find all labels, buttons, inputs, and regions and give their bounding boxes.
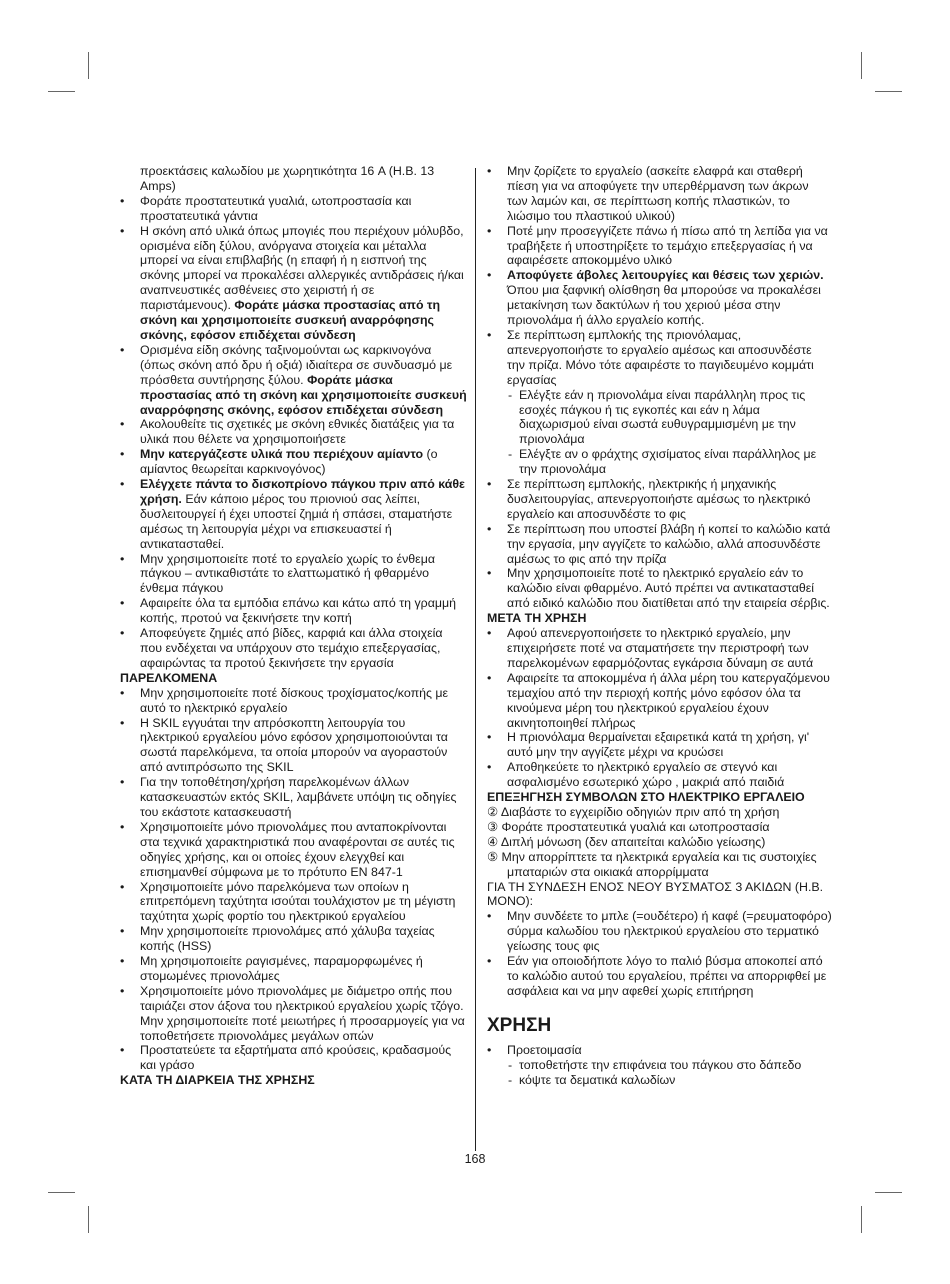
paragraph xyxy=(120,164,467,194)
body-text: ③ Φοράτε προστατευτικά γυαλιά και ωτοπροστασία xyxy=(487,819,770,834)
body-text: Αποφεύγετε ζημιές από βίδες, καρφιά και άλλα στοιχεία που ενδέχεται να υπάρχουν στο τεμάχιο επεξεργασίας, αφαιρώντας τα προτού ξεκινήσετε την εργασία xyxy=(140,626,443,670)
body-text: Ορισμένα είδη σκόνης ταξινομούνται ως καρκινογόνα (όπως σκόνη από δρυ ή οξιά) ιδιαίτερα σε συνδυασμό με πρόσθετα συντήρησης ξύλου. xyxy=(140,342,453,387)
column-divider xyxy=(475,168,476,1151)
sub-item xyxy=(487,388,832,448)
body-text: Μην χρησιμοποιείτε πριονολάμες από χάλυβα ταχείας κοπής (HSS) xyxy=(140,924,435,954)
body-text: Προετοιμασία xyxy=(507,1042,582,1057)
bullet-item xyxy=(487,522,832,567)
body-text: Ποτέ μην προσεγγίζετε πάνω ή πίσω από τη λεπίδα για να τραβήξετε ή υποστηρίξετε το τεμάχιο επεξεργασίας ή να αφαιρέσετε αποκομμένο υλικό xyxy=(507,223,828,268)
bullet-item xyxy=(120,775,467,820)
body-text: Μην ζορίζετε το εργαλείο (ασκείτε ελαφρά και σταθερή πίεση για να αποφύγετε την υπερθέρμανση των άκρων των λαμών και, σε περίπτωση κοπής πλαστικών, το λιώσιμο του πλαστικού υλικού) xyxy=(507,164,809,223)
body-text: ΠΑΡΕΛΚΟΜΕΝΑ xyxy=(120,670,218,685)
body-text: (ο αμίαντος θεωρείται καρκινογόνος) xyxy=(140,447,438,477)
body-text: Αφαιρείτε όλα τα εμπόδια επάνω και κάτω από τη γραμμή κοπής, προτού να ξεκινήσετε την κοπή xyxy=(140,596,457,626)
body-text: ΜΕΤΑ ΤΗ ΧΡΗΣΗ xyxy=(487,611,587,626)
symbol-item xyxy=(487,820,832,835)
body-text: Η SKIL εγγυάται την απρόσκοπτη λειτουργία του ηλεκτρικού εργαλείου μόνο εφόσον χρησιμοποιούνται τα σωστά παρελκόμενα, τα οποία μπορούν να αγοραστούν από αντιπρόσωπο της SKIL xyxy=(140,715,448,775)
bullet-item xyxy=(487,909,832,954)
body-text: Ακολουθείτε τις σχετικές με σκόνη εθνικές διατάξεις για τα υλικά που θέλετε να χρησιμοποιήσετε xyxy=(140,417,455,447)
body-text: Η σκόνη από υλικά όπως μπογιές που περιέχουν μόλυβδο, ορισμένα είδη ξύλου, ανόργανα στοιχεία και μέταλλα μπορεί να είναι επιβλαβής (η επαφή ή η εισπνοή της σκόνης μπορεί να προκαλέσει αλλεργικές αντιδράσεις ή/και αναπνευστικές ασθένειες στο χειριστή ή σε παριστάμενους). xyxy=(140,223,464,313)
bullet-item xyxy=(120,552,467,597)
bullet-item xyxy=(120,716,467,776)
body-text: Σε περίπτωση που υποστεί βλάβη ή κοπεί το καλώδιο κατά την εργασία, μην αγγίζετε το καλώδιο, αλλά αποσυνδέστε αμέσως το φις από την πρίζα xyxy=(507,521,831,566)
crop-mark xyxy=(875,1192,902,1193)
section-heading xyxy=(487,790,832,805)
paragraph xyxy=(487,880,832,910)
bullet-item xyxy=(120,343,467,418)
crop-mark xyxy=(875,91,902,92)
body-text: Χρησιμοποιείτε μόνο πριονολάμες που ανταποκρίνονται στα τεχνικά χαρακτηριστικά που αναφέρονται σε αυτές τις οδηγίες χρήσης, και οι οποίες έχουν ελεγχθεί και επισημανθεί σύμφωνα με το πρότυπο EN 847-1 xyxy=(140,819,455,879)
body-text: κόψτε τα δεματικά καλωδίων xyxy=(519,1072,676,1087)
bullet-item xyxy=(487,954,832,999)
emphasis-text: Ελέγχετε πάντα το δισκοπρίονο πάγκου πριν από κάθε χρήση. xyxy=(140,477,465,506)
body-text: Χρησιμοποιείτε μόνο παρελκόμενα των οποίων η επιτρεπόμενη ταχύτητα ισούται τουλάχιστον με τη μέγιστη ταχύτητα χωρίς φορτίο του ηλεκτρικού εργαλείου xyxy=(140,879,456,924)
body-text: τοποθετήστε την επιφάνεια του πάγκου στο δάπεδο xyxy=(519,1057,802,1072)
body-text: ΧΡΗΣΗ xyxy=(487,1014,552,1036)
body-text: Προστατεύετε τα εξαρτήματα από κρούσεις, κραδασμούς και γράσο xyxy=(140,1043,452,1073)
sub-item xyxy=(487,1058,832,1073)
bullet-item xyxy=(487,268,832,328)
bullet-item xyxy=(487,164,832,224)
body-text: προεκτάσεις καλωδίου με χωρητικότητα 16 A (Η.Β. 13 Amps) xyxy=(140,164,435,193)
body-text: Μην χρησιμοποιείτε ποτέ το εργαλείο χωρίς το ένθεμα πάγκου – αντικαθιστάτε το ελαττωματικό ή φθαρμένο ένθεμα πάγκου xyxy=(140,551,435,596)
bullet-item xyxy=(487,477,832,522)
right-column xyxy=(487,164,832,1087)
body-text: ④ Διπλή μόνωση (δεν απαιτείται καλώδιο γείωσης) xyxy=(487,834,766,849)
bullet-item xyxy=(120,1043,467,1073)
crop-mark xyxy=(861,1206,862,1233)
bullet-item xyxy=(120,924,467,954)
bullet-item xyxy=(120,194,467,224)
crop-mark xyxy=(48,91,75,92)
body-text: Η πριονόλαμα θερμαίνεται εξαιρετικά κατά τη χρήση, γι' αυτό μην την αγγίζετε μέχρι να κρυώσει xyxy=(507,730,810,760)
bullet-item xyxy=(120,954,467,984)
page-number: 168 xyxy=(464,1152,486,1166)
symbol-item xyxy=(487,835,832,850)
body-text: Εάν για οποιοδήποτε λόγο το παλιό βύσμα αποκοπεί από το καλώδιο αυτού του εργαλείου, πρέπει να απορριφθεί με ασφάλεια και να μην αφεθεί χωρίς επιτήρηση xyxy=(507,954,827,998)
body-text: ΓΙΑ ΤΗ ΣΥΝΔΕΣΗ ΕΝΟΣ ΝΕΟΥ ΒΥΣΜΑΤΟΣ 3 ΑΚΙΔΩΝ (Η.Β. ΜΟΝΟ): xyxy=(487,879,824,909)
bullet-item xyxy=(487,224,832,269)
section-heading xyxy=(120,671,467,686)
body-text: ΕΠΕΞΗΓΗΣΗ ΣΥΜΒΟΛΩΝ ΣΤΟ ΗΛΕΚΤΡΙΚΟ ΕΡΓΑΛΕΙΟ xyxy=(487,790,805,805)
body-text: ⑤ Μην απορρίπτετε τα ηλεκτρικά εργαλεία και τις συστοιχίες μπαταριών στα οικιακά απορρίμματα xyxy=(487,849,817,879)
sub-item xyxy=(487,447,832,477)
body-text: Εάν κάποιο μέρος του πριονιού σας λείπει, δυσλειτουργεί ή έχει υποστεί ζημιά ή σπάσει, σταματήστε αμέσως τη λειτουργία μέχρι να επισκευαστεί ή αντικατασταθεί. xyxy=(140,491,453,551)
crop-mark xyxy=(88,52,89,79)
symbol-item xyxy=(487,805,832,820)
crop-mark xyxy=(48,1192,75,1193)
body-text: Χρησιμοποιείτε μόνο πριονολάμες με διάμετρο οπής που ταιριάζει στον άξονα του ηλεκτρικού εργαλείου χωρίς τζόγο. Μην χρησιμοποιείτε ποτέ μειωτήρες ή προσαρμογείς για να τοποθετήσετε πριονολάμες μεγάλων οπών xyxy=(140,983,465,1043)
emphasis-text: Φοράτε μάσκα προστασίας από τη σκόνη και χρησιμοποιείτε συσκευή αναρρόφησης σκόνης, εφόσον επιδέχεται σύνδεση xyxy=(140,298,441,342)
chapter-heading xyxy=(487,1015,832,1037)
body-text: Φοράτε προστατευτικά γυαλιά, ωτοπροστασία και προστατευτικά γάντια xyxy=(140,193,412,223)
body-text: Μην χρησιμοποιείτε ποτέ δίσκους τροχίσματος/κοπής με αυτό το ηλεκτρικό εργαλείο xyxy=(140,685,449,715)
bullet-item xyxy=(487,328,832,388)
body-text: Μην χρησιμοποιείτε ποτέ το ηλεκτρικό εργαλείο εάν το καλώδιο είναι φθαρμένο. Αυτό πρέπει να αντικατασταθεί από ειδικό καλώδιο που διατίθεται από την εταιρεία σέρβις. xyxy=(507,566,830,611)
body-text: Σε περίπτωση εμπλοκής της πριονόλαμας, απενεργοποιήστε το εργαλείο αμέσως και αποσυνδέστε την πρίζα. Μόνο τότε αφαιρέστε το παγιδευμένο κομμάτι εργασίας xyxy=(507,327,814,387)
body-text: Μην συνδέετε το μπλε (=ουδέτερο) ή καφέ (=ρευματοφόρο) σύρμα καλωδίου του ηλεκτρικού εργαλείου στο τερματικό γείωσης τους φις xyxy=(507,909,832,954)
bullet-item xyxy=(487,671,832,731)
body-text: Όπου μια ξαφνική ολίσθηση θα μπορούσε να προκαλέσει μετακίνηση των δακτύλων ή του χεριού μέσα στην πριονολάμα ή άλλο εργαλείο κοπής. xyxy=(507,283,821,328)
sub-item xyxy=(487,1073,832,1088)
bullet-item xyxy=(487,760,832,790)
bullet-item xyxy=(120,880,467,925)
bullet-item xyxy=(120,686,467,716)
left-column xyxy=(120,164,467,1088)
body-text: Αποθηκεύετε το ηλεκτρικό εργαλείο σε στεγνό και ασφαλισμένο εσωτερικό χώρο , μακριά από παιδιά xyxy=(507,760,785,790)
body-text: Αφού απενεργοποιήσετε το ηλεκτρικό εργαλείο, μην επιχειρήσετε ποτέ να σταματήσετε την περιστροφή των παρελκομένων εφαρμόζοντας εγκάρσια δύναμη σε αυτά xyxy=(507,626,814,670)
body-text: Ελέγξτε αν ο φράχτης σχισίματος είναι παράλληλος με την πριονολάμα xyxy=(519,447,817,477)
section-heading xyxy=(487,611,832,626)
bullet-item xyxy=(120,626,467,671)
bullet-item xyxy=(487,566,832,611)
emphasis-text: Φοράτε μάσκα προστασίας από τη σκόνη και χρησιμοποιείτε συσκευή αναρρόφησης σκόνης, εφόσον επιδέχεται σύνδεση xyxy=(140,372,467,417)
bullet-item xyxy=(120,224,467,343)
bullet-item xyxy=(487,626,832,671)
body-text: Ελέγξτε εάν η πριονολάμα είναι παράλληλη προς τις εσοχές πάγκου ή τις εγκοπές και εάν η λάμα διαχωρισμού είναι σωστά ευθυγραμμισμένη με την πριονολάμα xyxy=(519,387,806,447)
emphasis-text: Αποφύγετε άβολες λειτουργίες και θέσεις των χεριών. xyxy=(507,268,824,283)
bullet-item xyxy=(487,1043,832,1058)
bullet-item xyxy=(487,730,832,760)
bullet-item xyxy=(120,447,467,477)
bullet-item xyxy=(120,820,467,880)
symbol-item xyxy=(487,850,832,880)
crop-mark xyxy=(88,1206,89,1233)
body-text: Για την τοποθέτηση/χρήση παρελκομένων άλλων κατασκευαστών εκτός SKIL, λαμβάνετε υπόψη τις οδηγίες του εκάστοτε κατασκευαστή xyxy=(140,775,457,819)
body-text: ΚΑΤΑ ΤΗ ΔΙΑΡΚΕΙΑ ΤΗΣ ΧΡΗΣΗΣ xyxy=(120,1073,315,1088)
crop-mark xyxy=(861,52,862,79)
bullet-item xyxy=(120,984,467,1044)
bullet-item xyxy=(120,596,467,626)
body-text: Μη χρησιμοποιείτε ραγισμένες, παραμορφωμένες ή στομωμένες πριονολάμες xyxy=(140,954,423,983)
body-text: Σε περίπτωση εμπλοκής, ηλεκτρικής ή μηχανικής δυσλειτουργίας, απενεργοποιήστε αμέσως το ηλεκτρικό εργαλείο και αποσυνδέστε το φις xyxy=(507,477,811,521)
emphasis-text: Μην κατεργάζεστε υλικά που περιέχουν αμίαντο xyxy=(140,447,424,462)
bullet-item xyxy=(120,417,467,447)
body-text: ② Διαβάστε το εγχειρίδιο οδηγιών πριν από τη χρήση xyxy=(487,804,780,819)
section-heading xyxy=(120,1073,467,1088)
body-text: Αφαιρείτε τα αποκομμένα ή άλλα μέρη του κατεργαζόμενου τεμαχίου από την περιοχή κοπής μόνο εφόσον όλα τα κινούμενα μέρη του ηλεκτρικού εργαλείου έχουν ακινητοποιηθεί πλήρως xyxy=(507,670,830,730)
bullet-item xyxy=(120,477,467,552)
